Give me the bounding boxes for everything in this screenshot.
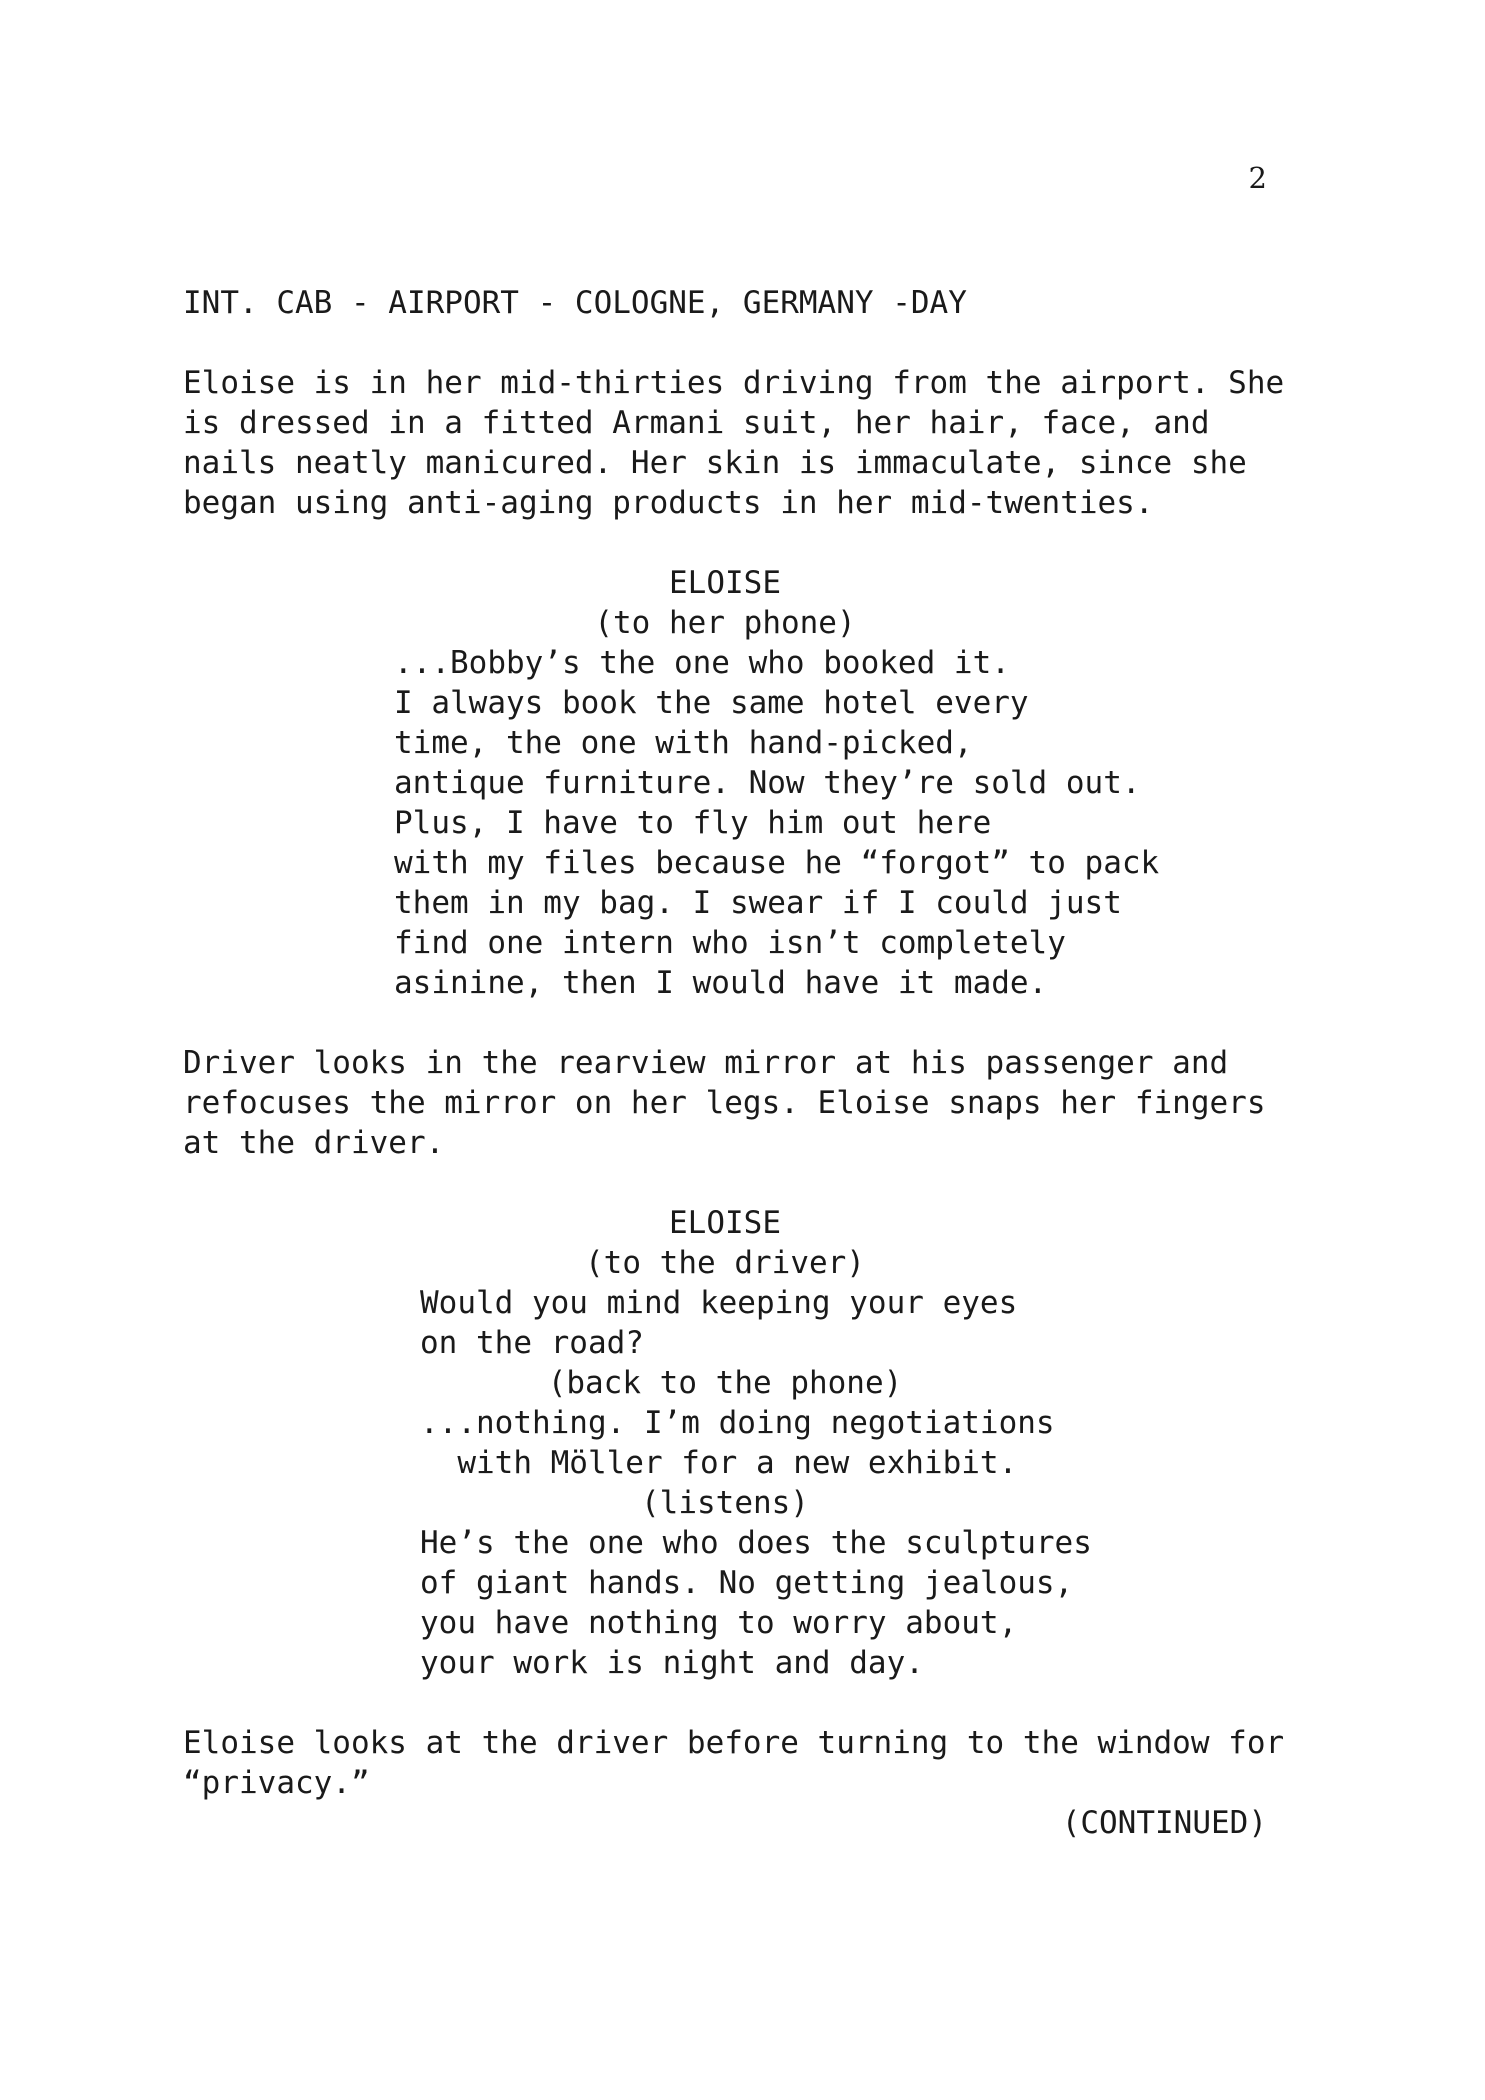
dialogue-line: with my files because he “forgot” to pack (394, 845, 1160, 881)
action-line: at the driver. (183, 1125, 445, 1161)
parenthetical: (to the driver) (585, 1245, 865, 1281)
action-line: Eloise is in her mid-thirties driving from the airport. She (183, 365, 1285, 401)
action-line: began using anti-aging products in her mid-twenties. (183, 485, 1154, 521)
action-line: Eloise looks at the driver before turning to the window for (183, 1725, 1285, 1761)
dialogue-line: on the road? (420, 1325, 644, 1361)
action-line: nails neatly manicured. Her skin is immaculate, since she (183, 445, 1247, 481)
character-name: ELOISE (669, 1205, 781, 1241)
dialogue-line: time, the one with hand-picked, (394, 725, 973, 761)
page-number: 2 (1248, 161, 1267, 195)
dialogue-line: ...Bobby’s the one who booked it. (394, 645, 1010, 681)
dialogue-line: He’s the one who does the sculptures (420, 1525, 1092, 1561)
dialogue-line: Would you mind keeping your eyes (420, 1285, 1018, 1321)
dialogue-line: you have nothing to worry about, (420, 1605, 1018, 1641)
dialogue-line: ...nothing. I’m doing negotiations (420, 1405, 1055, 1441)
action-line: “privacy.” (183, 1765, 370, 1801)
parenthetical: (back to the phone) (547, 1365, 903, 1401)
dialogue-line: your work is night and day. (420, 1645, 924, 1681)
action-line: is dressed in a fitted Armani suit, her hair, face, and (183, 405, 1210, 441)
dialogue-line: with Möller for a new exhibit. (420, 1445, 1018, 1481)
action-line: refocuses the mirror on her legs. Eloise snaps her fingers (183, 1085, 1266, 1121)
scene-heading: INT. CAB - AIRPORT - COLOGNE, GERMANY -DAY (183, 285, 967, 321)
dialogue-line: find one intern who isn’t completely (394, 925, 1066, 961)
dialogue-line: of giant hands. No getting jealous, (420, 1565, 1074, 1601)
character-name: ELOISE (669, 565, 781, 601)
parenthetical: (listens) (641, 1485, 809, 1521)
parenthetical: (to her phone) (594, 605, 856, 641)
continued-marker: (CONTINUED) (1061, 1805, 1267, 1841)
dialogue-line: them in my bag. I swear if I could just (394, 885, 1122, 921)
dialogue-line: antique furniture. Now they’re sold out. (394, 765, 1141, 801)
dialogue-line: asinine, then I would have it made. (394, 965, 1048, 1001)
dialogue-line: Plus, I have to fly him out here (394, 805, 992, 841)
action-line: Driver looks in the rearview mirror at his passenger and (183, 1045, 1229, 1081)
dialogue-line: I always book the same hotel every (394, 685, 1029, 721)
